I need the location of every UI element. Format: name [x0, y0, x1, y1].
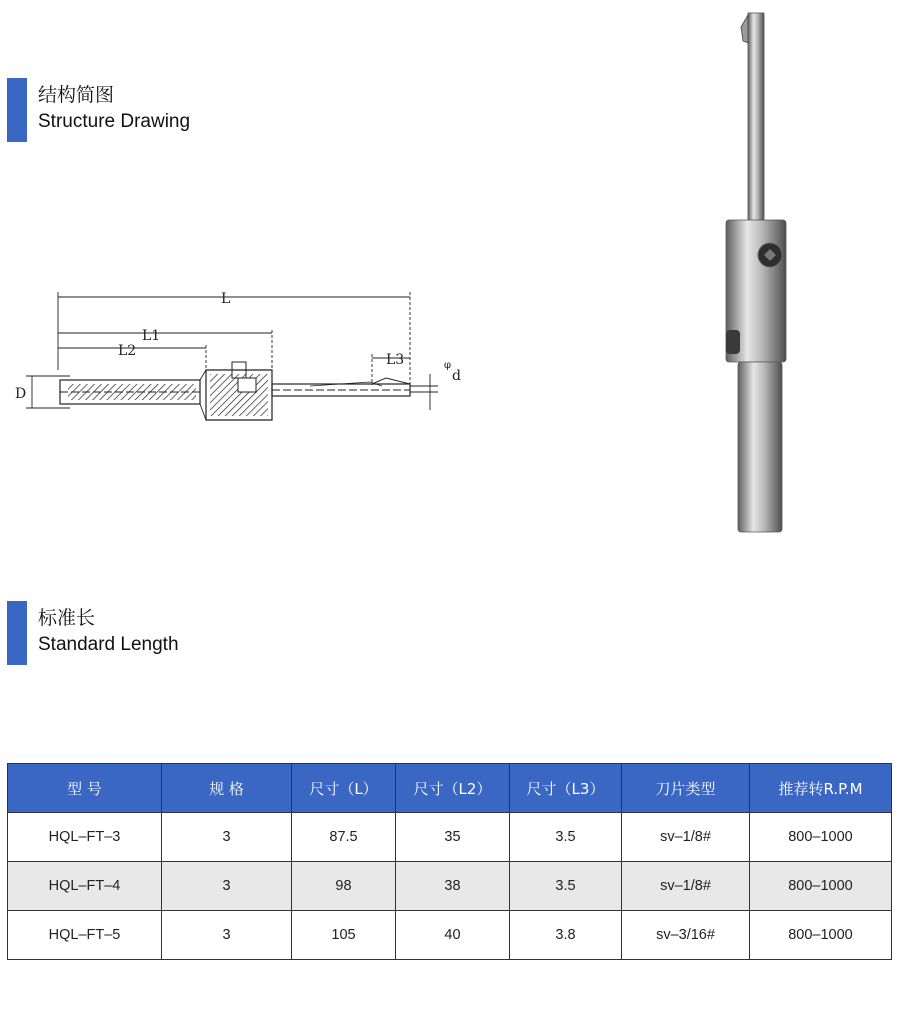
header-spec: 规 格 — [162, 764, 292, 813]
accent-bar — [7, 601, 27, 665]
table-header-row — [8, 764, 892, 813]
cell-size-L: 87.5 — [292, 813, 396, 862]
cell-size-L3: 3.5 — [510, 813, 622, 862]
cell-size-L: 98 — [292, 862, 396, 911]
cell-size-L3: 3.8 — [510, 911, 622, 960]
cell-spec: 3 — [162, 862, 292, 911]
cell-spec: 3 — [162, 911, 292, 960]
section-title-zh: 结构简图 — [38, 84, 115, 106]
table-row — [8, 813, 892, 862]
table-row — [8, 911, 892, 960]
cell-model: HQL–FT–4 — [8, 862, 162, 911]
section-title-zh: 标准长 — [38, 607, 96, 629]
header-size-L3: 尺寸（L3） — [510, 764, 622, 813]
dim-label-L: L — [221, 291, 231, 307]
cell-size-L2: 40 — [396, 911, 510, 960]
cell-spec: 3 — [162, 813, 292, 862]
structure-drawing — [10, 270, 470, 430]
cell-model: HQL–FT–3 — [8, 813, 162, 862]
dim-label-D: D — [15, 386, 27, 402]
dim-label-L2: L2 — [118, 343, 137, 359]
cell-size-L2: 35 — [396, 813, 510, 862]
cell-size-L2: 38 — [396, 862, 510, 911]
section-title-en: Standard Length — [38, 634, 179, 655]
cell-insert-type: sv–3/16# — [622, 911, 750, 960]
header-size-L: 尺寸（L） — [292, 764, 396, 813]
cell-size-L: 105 — [292, 911, 396, 960]
dim-label-L3: L3 — [386, 352, 405, 368]
header-rpm: 推荐转R.P.M — [750, 764, 892, 813]
cell-rpm: 800–1000 — [750, 862, 892, 911]
header-insert-type: 刀片类型 — [622, 764, 750, 813]
header-size-L2: 尺寸（L2） — [396, 764, 510, 813]
boring-tool-photo — [715, 5, 805, 535]
table-row — [8, 862, 892, 911]
cell-insert-type: sv–1/8# — [622, 862, 750, 911]
dim-label-d: d — [452, 368, 461, 384]
header-model: 型 号 — [8, 764, 162, 813]
cell-rpm: 800–1000 — [750, 813, 892, 862]
dim-label-L1: L1 — [142, 328, 161, 344]
cell-size-L3: 3.5 — [510, 862, 622, 911]
spec-table — [7, 763, 892, 960]
cell-model: HQL–FT–5 — [8, 911, 162, 960]
cell-rpm: 800–1000 — [750, 911, 892, 960]
section-title-en: Structure Drawing — [38, 111, 191, 132]
accent-bar — [7, 78, 27, 142]
cell-insert-type: sv–1/8# — [622, 813, 750, 862]
phi-symbol: φ — [444, 360, 452, 371]
